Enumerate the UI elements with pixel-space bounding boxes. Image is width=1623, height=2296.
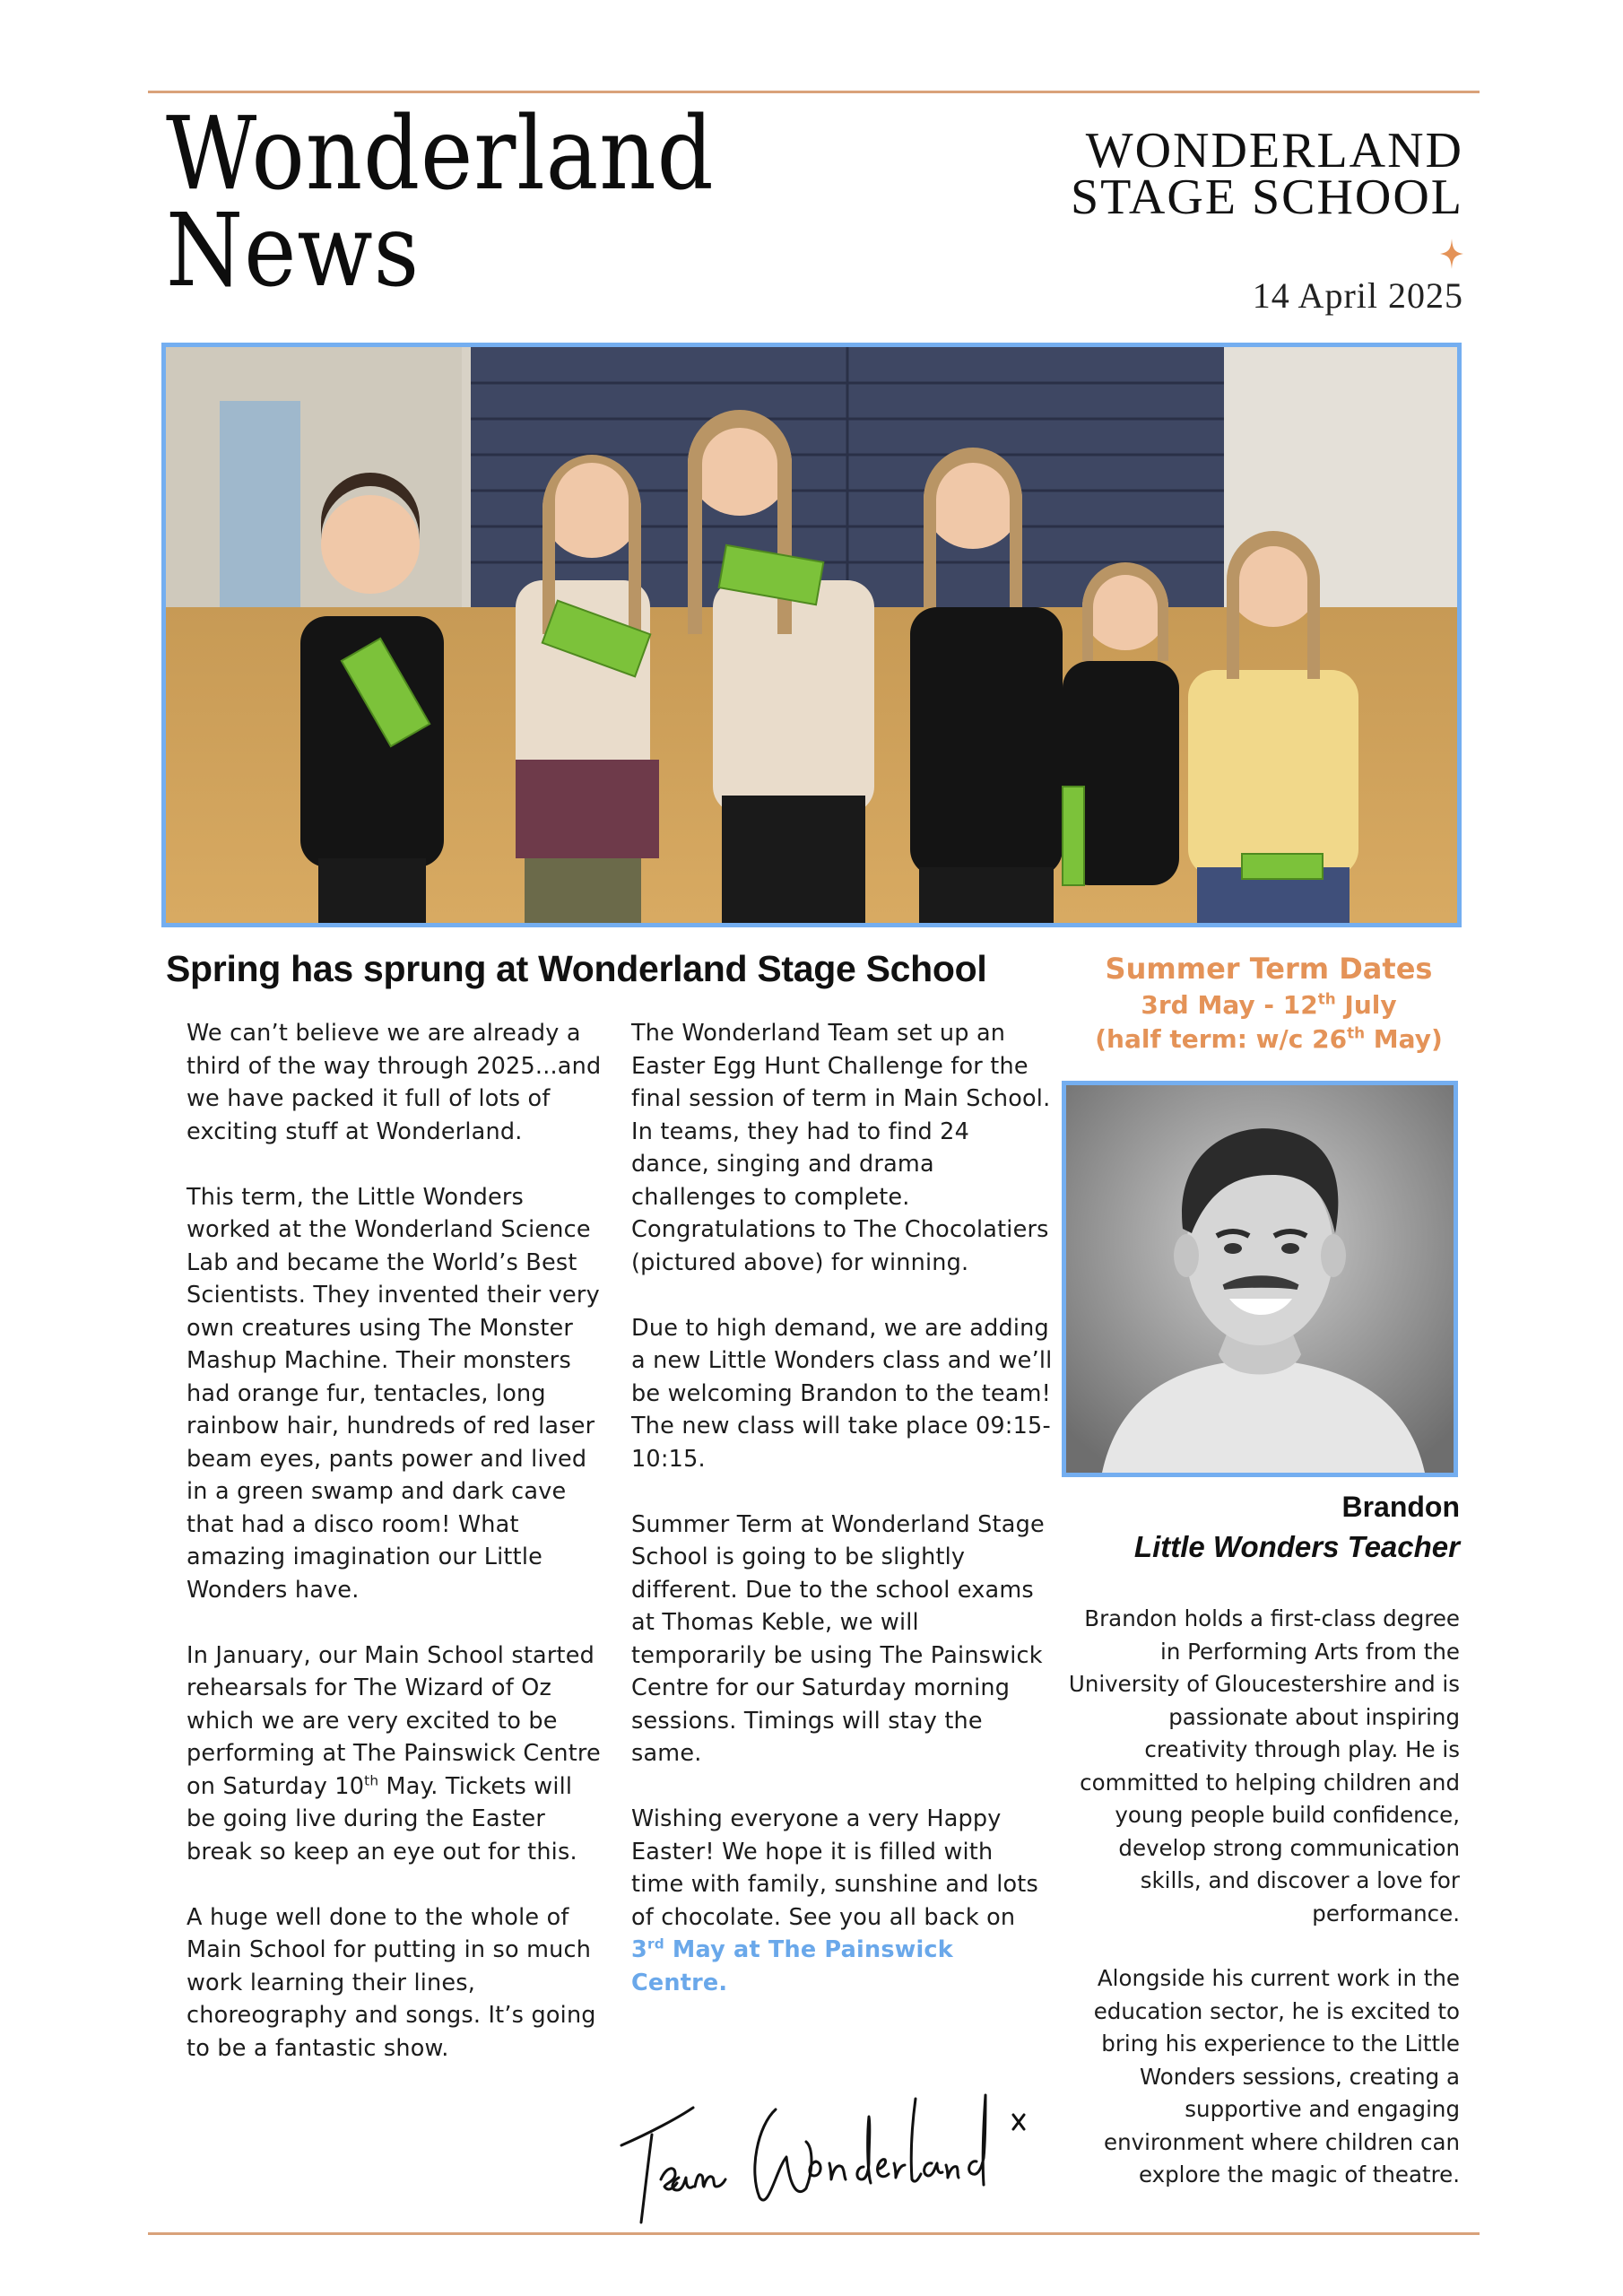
ordinal-suffix: rd bbox=[647, 1935, 664, 1952]
paragraph-text: Wishing everyone a very Happy Easter! We hope it is filled with time with family, sunshine and lots of chocolate. See you all back on bbox=[631, 1805, 1038, 1931]
team-signature bbox=[614, 2063, 1054, 2224]
half-term-text: May) bbox=[1365, 1024, 1443, 1054]
ordinal-suffix: th bbox=[1317, 989, 1336, 1008]
return-date-highlight bbox=[631, 1936, 953, 1996]
paragraph: We can’t believe we are already a third of the way through 2025...and we have packed it full of lots of exciting stuff at Wonderland. bbox=[187, 1020, 602, 1145]
half-term-date bbox=[1063, 1022, 1475, 1057]
teacher-role: Little Wonders Teacher bbox=[1133, 1530, 1460, 1563]
school-name-line-1: WONDERLAND bbox=[1085, 123, 1463, 178]
paragraph bbox=[631, 1803, 1053, 1999]
return-date-venue: May at The Painswick Centre. bbox=[631, 1936, 953, 1996]
summer-term-dates bbox=[1063, 949, 1475, 1057]
paragraph: This term, the Little Wonders worked at the Wonderland Science Lab and became the World’s Best Scientists. They invented their very own creatures using The Monster Mashup Machine. Their monsters had orange fur, tentacles, long rainbow hair, hundreds of red laser beam eyes, pants power and lived in a green swamp and dark cave that had a disco room! What amazing imagination our Little Wonders have. bbox=[187, 1183, 600, 1604]
title-line-2: News bbox=[166, 193, 421, 309]
paragraph-text: May. Tickets will be going live during the Easter break so keep an eye out for this. bbox=[187, 1772, 577, 1866]
paragraph: The Wonderland Team set up an Easter Egg Hunt Challenge for the final session of term in Main School. In teams, they had to find 24 dance, singing and drama challenges to complete. Congratulations to The Chocolatiers (pictured above) for winning. bbox=[631, 1020, 1051, 1276]
article-headline: Spring has sprung at Wonderland Stage School bbox=[166, 948, 987, 989]
term-date-range-text: 3rd May - 12 bbox=[1141, 990, 1318, 1020]
return-date-number: 3 bbox=[631, 1936, 647, 1963]
term-date-range bbox=[1063, 988, 1475, 1022]
half-term-text: (half term: w/c 26 bbox=[1095, 1024, 1348, 1054]
paragraph-text: In January, our Main School started rehearsals for The Wizard of Oz which we are very excited to be performing at The Painswick Centre on Saturday 10 bbox=[187, 1641, 601, 1800]
title-line-1: Wonderland bbox=[166, 96, 715, 213]
term-date-range-text: July bbox=[1335, 990, 1397, 1020]
school-name-line-2: STAGE SCHOOL bbox=[1071, 170, 1463, 225]
school-name bbox=[1071, 123, 1463, 225]
teacher-portrait-illustration bbox=[1066, 1085, 1454, 1473]
sparkle-icon bbox=[1440, 239, 1463, 269]
paragraph bbox=[187, 1639, 608, 1869]
teacher-portrait bbox=[1062, 1081, 1458, 1477]
bottom-divider bbox=[148, 2232, 1480, 2235]
top-divider bbox=[148, 91, 1480, 93]
paragraph: Due to high demand, we are adding a new Little Wonders class and we’ll be welcoming Brandon to the team! The new class will take place 09:15-10:15. bbox=[631, 1314, 1053, 1473]
term-dates-title: Summer Term Dates bbox=[1105, 952, 1433, 986]
paragraph: A huge well done to the whole of Main School for putting in so much work learning their lines, choreography and songs. It’s going to be a fantastic show. bbox=[187, 1903, 596, 2062]
ordinal-suffix: th bbox=[1347, 1023, 1366, 1042]
article-column-1 bbox=[187, 1017, 608, 2098]
group-photo-illustration bbox=[166, 347, 1457, 923]
group-photo bbox=[161, 343, 1462, 927]
article-column-2 bbox=[631, 1017, 1053, 2032]
teacher-bio-paragraph: Brandon holds a first-class degree in Performing Arts from the University of Gloucestershire and is passionate about inspiring creativity through play. He is committed to helping children and young people build confidence, develop strong communication skills, and discover a love for performance. bbox=[1068, 1605, 1460, 1926]
issue-date: 14 April 2025 bbox=[1252, 275, 1463, 316]
newsletter-title bbox=[166, 96, 715, 309]
paragraph: Summer Term at Wonderland Stage School is going to be slightly different. Due to the school exams at Thomas Keble, we will temporarily be using The Painswick Centre for our Saturday morning sessions. Timings will stay the same. bbox=[631, 1510, 1045, 1767]
ordinal-suffix: th bbox=[364, 1772, 379, 1788]
teacher-bio-paragraph: Alongside his current work in the education sector, he is excited to bring his experience to the Little Wonders sessions, creating a supportive and engaging environment where children can explore the magic of theatre. bbox=[1093, 1965, 1460, 2187]
teacher-name: Brandon bbox=[1341, 1491, 1460, 1523]
